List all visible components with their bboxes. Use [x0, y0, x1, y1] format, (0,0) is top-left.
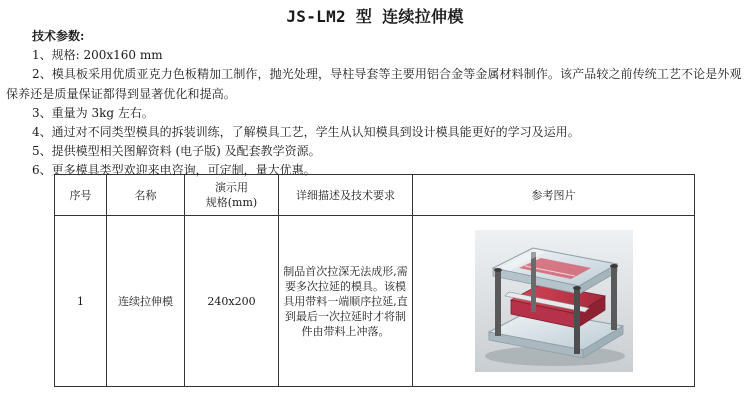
product-table [54, 174, 695, 387]
tech-specs-section [6, 27, 746, 181]
spec-item-training: 4、通过对不同类型模具的拆装训练，了解模具工艺，学生从认知模具到设计模具能更好的学习及运用。 [32, 125, 580, 140]
header-index: 序号 [55, 175, 107, 216]
spec-item-weight: 3、重量为 3kg 左右。 [32, 105, 154, 120]
cell-image [413, 216, 695, 387]
table-row [55, 216, 695, 387]
spec-item-contact: 6、更多模具类型欢迎来电咨询，可定制，量大优惠。 [32, 163, 316, 178]
cell-name: 连续拉伸模 [107, 216, 185, 387]
table-header-row [55, 175, 695, 216]
specs-heading: 技术参数: [32, 29, 85, 43]
cell-desc: 制品首次拉深无法成形,需要多次拉延的模具。该模具用带料一端顺序拉延,直到最后一次拉延时才将制件由带料上冲落。 [279, 216, 413, 387]
spec-item-resources: 5、提供模型相关图解资料 (电子版) 及配套教学资源。 [32, 144, 321, 159]
header-desc: 详细描述及技术要求 [279, 175, 413, 216]
header-name: 名称 [107, 175, 185, 216]
header-size [185, 175, 279, 216]
header-size-line2: 规格(mm) [205, 196, 258, 209]
cell-index: 1 [55, 216, 107, 387]
spec-item-size: 1、规格: 200x160 mm [32, 48, 163, 63]
spec-item-material: 2、模具板采用优质亚克力色板精加工制作，抛光处理，导柱导套等主要用铝合金等金属材料制作。该产品较之前传统工艺不论是外观保养还是质量保证都得到显著优化和提高。 [6, 67, 742, 101]
header-size-line1: 演示用 [215, 181, 248, 194]
header-image: 参考图片 [413, 175, 695, 216]
document-title: JS-LM2 型 连续拉伸模 [286, 7, 464, 26]
cell-size: 240x200 [185, 216, 279, 387]
mold-product-image [475, 230, 633, 372]
